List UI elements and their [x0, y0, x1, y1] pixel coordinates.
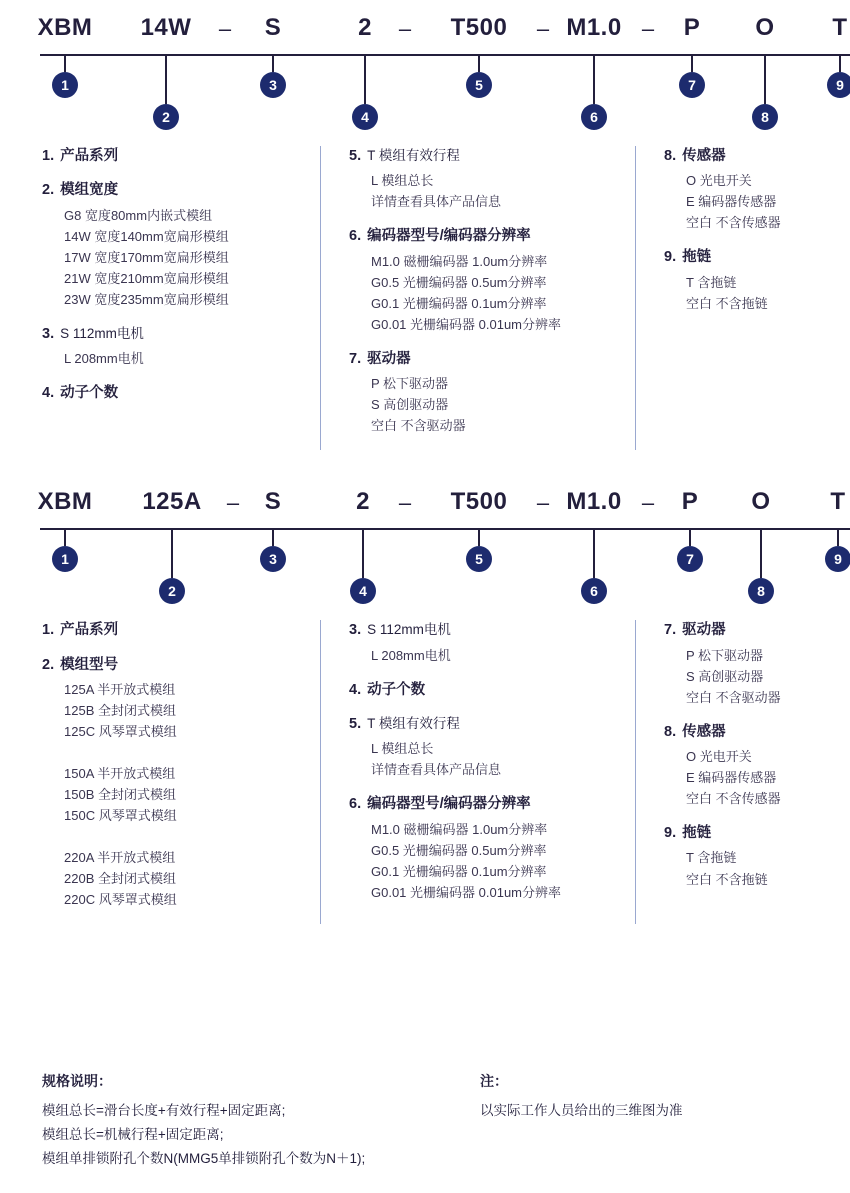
- callout-leader-line: [364, 54, 366, 104]
- legend-entry-line: L 模组总长: [371, 173, 434, 189]
- footer-notes: [20, 1071, 830, 1171]
- legend-entry-heading: 8. 传感器: [664, 148, 726, 164]
- legend-entry-heading: 6. 编码器型号/编码器分辨率: [349, 796, 531, 813]
- code-underline: [40, 528, 850, 530]
- code-token: T500: [450, 488, 508, 516]
- legend-entry-heading: 2. 模组宽度: [42, 182, 119, 199]
- legend-entry-line: 125B 全封闭式模组: [64, 702, 176, 718]
- legend-entry-line: 23W 宽度235mm宽扁形模组: [64, 291, 229, 307]
- legend-entry-spacer: [42, 826, 320, 847]
- model-code-diagram-2: [20, 488, 846, 618]
- callout-leader-line: [689, 528, 691, 546]
- legend-entry-line: T 含拖链: [686, 850, 737, 866]
- callout-bubble-6: 6: [581, 578, 607, 604]
- legend-entry-8: [664, 722, 830, 809]
- callout-leader-line: [171, 528, 173, 578]
- legend-entry-heading: 5. T 模组有效行程: [349, 715, 460, 732]
- legend-entry-line: O 光电开关: [686, 173, 752, 189]
- legend-entry-line: G0.01 光栅编码器 0.01um分辨率: [371, 316, 561, 332]
- code-separator: –: [398, 16, 412, 41]
- code-separator: –: [398, 490, 412, 516]
- callout-leader-line: [691, 54, 693, 72]
- code-token-row: [20, 14, 848, 54]
- callout-bubble-4: 4: [352, 104, 378, 130]
- legend-entry-line: S 高创驱动器: [371, 397, 449, 413]
- legend-entry-line: O 光电开关: [686, 749, 752, 765]
- spec-description-title: 规格说明：: [42, 1072, 112, 1089]
- callout-bubble-8: 8: [748, 578, 774, 604]
- legend-entry-line: 空白 不含传感器: [686, 791, 781, 807]
- callout-bubble-2: 2: [153, 104, 179, 130]
- legend-entry-heading: 9. 拖链: [664, 825, 712, 842]
- callout-leader-line: [839, 54, 841, 72]
- legend-entry-line: 220C 风琴罩式模组: [64, 892, 177, 908]
- code-separator: –: [536, 490, 550, 516]
- legend-entry-line: P 松下驱动器: [371, 376, 449, 392]
- code-separator: –: [641, 490, 655, 516]
- callout-leader-line: [64, 54, 66, 72]
- code-separator: –: [641, 16, 655, 41]
- legend-column-1-1: [20, 146, 320, 450]
- callout-leader-line: [764, 54, 766, 104]
- legend-entry-line: 125C 风琴罩式模组: [64, 724, 177, 739]
- note-title: 注：: [480, 1072, 508, 1089]
- callout-leader-line: [64, 528, 66, 546]
- legend-entry-line: M1.0 磁栅编码器 1.0um分辨率: [371, 821, 548, 837]
- legend-entry-line: E 编码器传感器: [686, 770, 777, 786]
- legend-entry-line: T 含拖链: [686, 274, 737, 290]
- legend-entry-line: 空白 不含驱动器: [371, 418, 466, 434]
- code-token: T500: [450, 14, 508, 41]
- callout-bubble-6: 6: [581, 104, 607, 130]
- legend-entry-line: 空白 不含拖链: [686, 871, 768, 887]
- legend-entry-line: L 208mm电机: [371, 647, 451, 663]
- legend-column-2-2: [320, 620, 635, 924]
- code-token: M1.0: [566, 488, 622, 516]
- code-token: O: [751, 488, 771, 516]
- legend-entry-line: L 208mm电机: [64, 351, 144, 367]
- callout-bubble-1: 1: [52, 72, 78, 98]
- legend-entry-heading: 3. S 112mm电机: [42, 325, 144, 342]
- legend-entry-line: P 松下驱动器: [686, 647, 764, 663]
- legend-entry-heading: 1. 产品系列: [42, 622, 119, 639]
- legend-entry-5: [349, 146, 635, 212]
- callout-leader-line: [478, 528, 480, 546]
- callout-bubble-8: 8: [752, 104, 778, 130]
- legend-entry-line: G0.5 光栅编码器 0.5um分辨率: [371, 842, 547, 858]
- callout-bubble-2: 2: [159, 578, 185, 604]
- legend-entry-5: [349, 714, 635, 780]
- legend-entry-8: [664, 146, 830, 233]
- code-token: T: [830, 488, 846, 516]
- legend-entry-3: [42, 324, 320, 369]
- code-token: M1.0: [566, 14, 622, 41]
- legend-entry-line: G0.1 光栅编码器 0.1um分辨率: [371, 295, 547, 311]
- legend-entry-heading: 1. 产品系列: [42, 148, 119, 164]
- code-separator: –: [226, 490, 240, 516]
- code-token: S: [264, 488, 282, 516]
- legend-entry-line: G0.1 光栅编码器 0.1um分辨率: [371, 863, 547, 879]
- legend-entry-line: G0.5 光栅编码器 0.5um分辨率: [371, 274, 547, 290]
- callout-leader-line: [760, 528, 762, 578]
- code-token: XBM: [37, 488, 93, 516]
- callout-bubble-7: 7: [679, 72, 705, 98]
- legend-entry-line: G0.01 光栅编码器 0.01um分辨率: [371, 884, 561, 900]
- footer-line: 以实际工作人员给出的三维图为准: [480, 1102, 683, 1118]
- callout-bubble-4: 4: [350, 578, 376, 604]
- callout-leader-line: [837, 528, 839, 546]
- legend-entry-heading: 5. T 模组有效行程: [349, 148, 460, 164]
- code-token: 2: [356, 488, 370, 516]
- legend-entry-6: [349, 794, 635, 902]
- code-token: T: [832, 14, 848, 41]
- callout-bubble-9: 9: [827, 72, 850, 98]
- legend-entry-line: 150A 半开放式模组: [64, 766, 176, 782]
- model-code-diagram-1: [20, 14, 848, 144]
- legend-entry-line: L 模组总长: [371, 741, 434, 757]
- legend-entry-2: [42, 655, 320, 911]
- legend-entry-line: 空白 不含驱动器: [686, 689, 781, 705]
- callout-bubble-1: 1: [52, 546, 78, 572]
- legend-entry-heading: 4. 动子个数: [349, 681, 426, 698]
- legend-entry-line: 220A 半开放式模组: [64, 850, 176, 866]
- legend-entry-line: 空白 不含传感器: [686, 215, 781, 231]
- legend-section-1: [20, 146, 830, 450]
- code-token: 2: [358, 14, 372, 41]
- callout-bubble-3: 3: [260, 72, 286, 98]
- callout-leader-line: [593, 54, 595, 104]
- legend-column-1-2: [320, 146, 635, 450]
- code-separator: –: [536, 16, 550, 41]
- legend-column-2-3: [635, 620, 830, 924]
- legend-entry-line: S 高创驱动器: [686, 668, 764, 684]
- code-underline: [40, 54, 850, 56]
- legend-entry-heading: 3. S 112mm电机: [349, 622, 451, 639]
- legend-entry-line: 125A 半开放式模组: [64, 681, 176, 697]
- callout-leader-line: [593, 528, 595, 578]
- legend-entry-7: [664, 620, 830, 707]
- callout-leader-line: [478, 54, 480, 72]
- legend-entry-heading: 2. 模组型号: [42, 656, 119, 673]
- footer-line: 模组总长=机械行程+固定距离;: [42, 1126, 224, 1142]
- footer-line: 模组总长=滑台长度+有效行程+固定距离;: [42, 1102, 286, 1118]
- legend-entry-heading: 6. 编码器型号/编码器分辨率: [349, 228, 531, 245]
- code-token: XBM: [37, 14, 93, 41]
- callout-bubble-7: 7: [677, 546, 703, 572]
- legend-entry-line: 详情查看具体产品信息: [371, 194, 502, 210]
- note-block: [480, 1071, 830, 1171]
- legend-entry-line: 150B 全封闭式模组: [64, 787, 176, 803]
- callout-bubble-5: 5: [466, 72, 492, 98]
- legend-entry-line: 详情查看具体产品信息: [371, 762, 502, 778]
- callout-leader-line: [272, 54, 274, 72]
- legend-entry-line: 220B 全封闭式模组: [64, 871, 176, 887]
- legend-entry-line: G8 宽度80mm内嵌式模组: [64, 207, 213, 223]
- legend-entry-9: [664, 247, 830, 313]
- callout-bubble-3: 3: [260, 546, 286, 572]
- legend-entry-heading: 4. 动子个数: [42, 385, 119, 402]
- code-token: 125A: [142, 488, 202, 516]
- code-token: O: [755, 14, 775, 41]
- legend-column-1-3: [635, 146, 830, 450]
- legend-entry-1: [42, 620, 320, 640]
- legend-entry-4: [349, 680, 635, 700]
- code-token-row: [20, 488, 846, 528]
- callout-bubble-5: 5: [466, 546, 492, 572]
- callout-bubble-9: 9: [825, 546, 850, 572]
- code-token: P: [683, 14, 701, 41]
- legend-entry-line: 14W 宽度140mm宽扁形模组: [64, 228, 229, 244]
- legend-entry-line: 空白 不含拖链: [686, 295, 768, 311]
- code-token: P: [681, 488, 699, 516]
- legend-entry-2: [42, 180, 320, 310]
- code-separator: –: [218, 16, 232, 41]
- datasheet-page: [0, 14, 850, 1193]
- legend-column-2-1: [20, 620, 320, 924]
- legend-entry-spacer: [42, 742, 320, 763]
- legend-entry-heading: 9. 拖链: [664, 249, 712, 266]
- legend-entry-3: [349, 620, 635, 665]
- spec-description-block: [20, 1071, 480, 1171]
- footer-line: 模组单排锁附孔个数N(MMG5单排锁附孔个数为N＋1);: [42, 1150, 366, 1166]
- code-token: 14W: [140, 14, 192, 41]
- legend-entry-6: [349, 226, 635, 334]
- legend-entry-heading: 7. 驱动器: [349, 350, 411, 367]
- callout-leader-line: [362, 528, 364, 578]
- legend-entry-line: E 编码器传感器: [686, 194, 777, 210]
- legend-entry-7: [349, 349, 635, 436]
- legend-entry-heading: 7. 驱动器: [664, 622, 726, 639]
- legend-section-2: [20, 620, 830, 924]
- legend-entry-line: 17W 宽度170mm宽扁形模组: [64, 249, 229, 265]
- callout-leader-line: [272, 528, 274, 546]
- legend-entry-4: [42, 383, 320, 403]
- legend-entry-line: 150C 风琴罩式模组: [64, 808, 177, 824]
- callout-leader-line: [165, 54, 167, 104]
- legend-entry-1: [42, 146, 320, 166]
- legend-entry-line: M1.0 磁栅编码器 1.0um分辨率: [371, 253, 548, 269]
- legend-entry-9: [664, 823, 830, 889]
- code-token: S: [264, 14, 282, 41]
- legend-entry-line: 21W 宽度210mm宽扁形模组: [64, 270, 229, 286]
- legend-entry-heading: 8. 传感器: [664, 723, 726, 740]
